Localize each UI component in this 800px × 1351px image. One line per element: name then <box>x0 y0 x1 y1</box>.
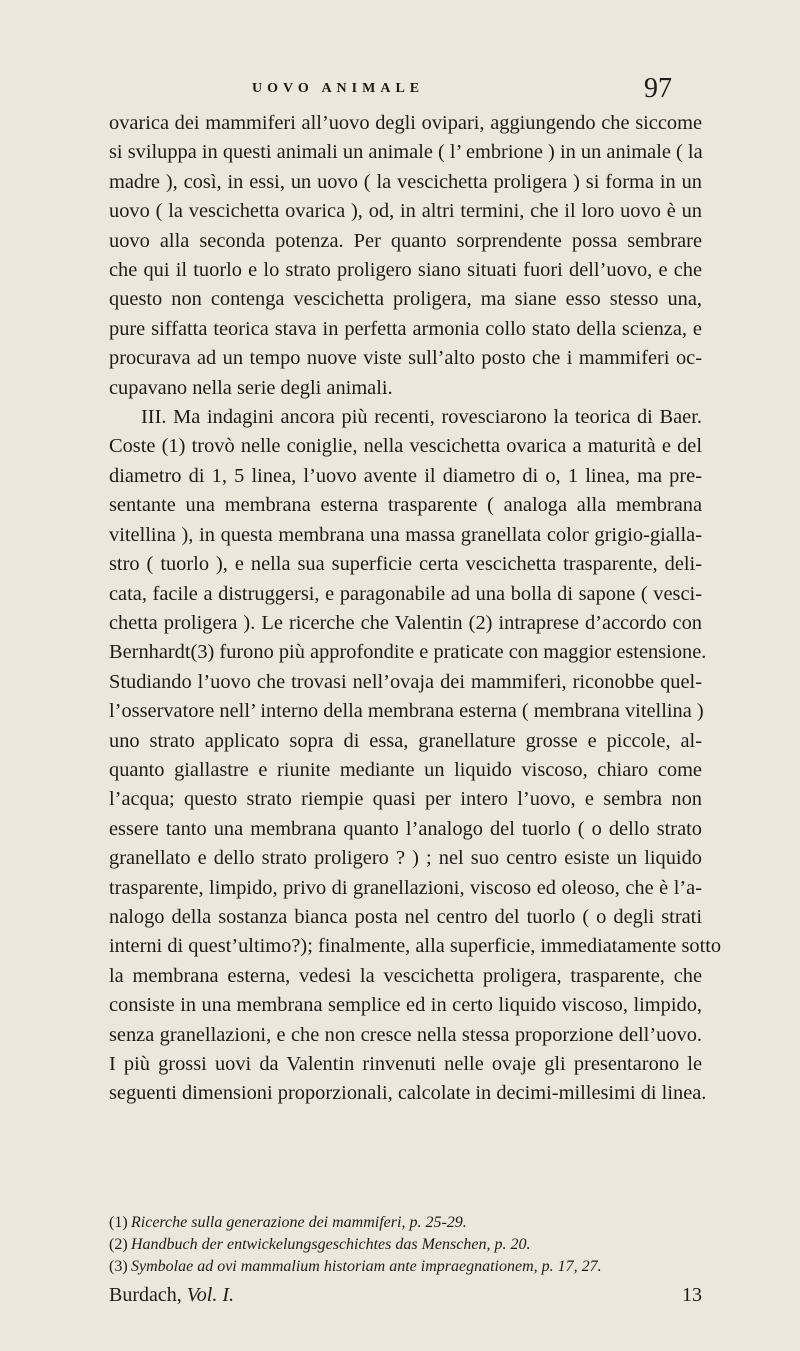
text-line: granellato e dello strato proligero ? ) ; nel suo centro esiste un liquido <box>109 847 702 870</box>
footer-volume: Vol. I. <box>186 1284 234 1306</box>
text-line: sentante una membrana esterna trasparente ( analoga alla membrana <box>109 494 702 517</box>
signature-mark: 13 <box>682 1284 702 1306</box>
page-header <box>252 74 672 104</box>
page-footer <box>109 1284 702 1307</box>
text-line: Coste (1) trovò nelle coniglie, nella vescichetta ovarica a maturità e del <box>109 435 702 458</box>
text-line: seguenti dimensioni proporzionali, calcolate in decimi-millesimi di linea. <box>109 1082 707 1105</box>
text-line: III. Ma indagini ancora più recenti, rovesciarono la teorica di Baer. <box>141 406 702 429</box>
text-line: uno strato applicato sopra di essa, granellature grosse e piccole, al- <box>109 729 702 752</box>
footnote-number: (2) <box>109 1236 128 1253</box>
footnote-text: Symbolae ad ovi mammalium historiam ante impraegnationem, p. 17, 27. <box>131 1258 602 1275</box>
text-line: uovo alla seconda potenza. Per quanto sorprendente possa sembrare <box>109 229 702 252</box>
text-line: procurava ad un tempo nuove viste sull’alto posto che i mammiferi oc- <box>109 347 702 370</box>
text-line: diametro di 1, 5 linea, l’uovo avente il diametro di o, 1 linea, ma pre- <box>109 464 702 487</box>
footnote <box>109 1212 702 1234</box>
text-line: Bernhardt(3) furono più approfondite e praticate con maggior estensione. <box>109 641 707 664</box>
text-line: ovarica dei mammiferi all’uovo degli ovipari, aggiungendo che siccome <box>109 112 702 134</box>
footer-author-volume <box>109 1284 234 1307</box>
text-line: uovo ( la vescichetta ovarica ), od, in altri termini, che il loro uovo è un <box>109 200 702 223</box>
text-line: essere tanto una membrana quanto l’analogo del tuorlo ( o dello strato <box>109 817 702 840</box>
footnote-number: (1) <box>109 1214 128 1231</box>
text-line: l’acqua; questo strato riempie quasi per intero l’uovo, e sembra non <box>109 788 702 811</box>
footnotes <box>109 1212 702 1278</box>
text-line: Studiando l’uovo che trovasi nell’ovaja dei mammiferi, riconobbe quel- <box>109 670 702 693</box>
text-line: che qui il tuorlo e lo strato proligero siano situati fuori dell’uovo, e che <box>109 259 702 282</box>
body-text <box>109 109 722 1109</box>
text-line: si sviluppa in questi animali un animale ( l’ embrione ) in un animale ( la <box>109 141 703 164</box>
text-line: nalogo della sostanza bianca posta nel centro del tuorlo ( o degli strati <box>109 905 702 928</box>
footnote-text: Ricerche sulla generazione dei mammiferi, p. 25-29. <box>131 1214 467 1231</box>
running-title: UOVO ANIMALE <box>252 81 425 96</box>
footnote <box>109 1256 702 1278</box>
text-line: vitellina ), in questa membrana una massa granellata color grigio-gialla- <box>109 523 702 546</box>
text-line: cata, facile a distruggersi, e paragonabile ad una bolla di sapone ( vesci- <box>109 582 702 605</box>
text-line: I più grossi uovi da Valentin rinvenuti nelle ovaje gli presentarono le <box>109 1053 702 1075</box>
text-line: l’osservatore nell’ interno della membrana esterna ( membrana vitellina ) <box>109 700 704 723</box>
footnote <box>109 1234 702 1256</box>
footnote-text: Handbuch der entwickelungsgeschichtes das Menschen, p. 20. <box>131 1236 531 1253</box>
text-line: senza granellazioni, e che non cresce nella stessa proporzione dell’uovo. <box>109 1023 702 1046</box>
text-line: questo non contenga vescichetta proligera, ma siane esso stesso una, <box>109 288 702 311</box>
footer-author: Burdach, <box>109 1284 182 1306</box>
text-line: stro ( tuorlo ), e nella sua superficie certa vescichetta trasparente, deli- <box>109 553 702 576</box>
text-line: madre ), così, in essi, un uovo ( la vescichetta proligera ) si forma in un <box>109 170 702 193</box>
text-line: la membrana esterna, vedesi la vescichetta proligera, trasparente, che <box>109 964 702 987</box>
text-line: consiste in una membrana semplice ed in certo liquido viscoso, limpido, <box>109 994 702 1017</box>
footnote-number: (3) <box>109 1258 128 1275</box>
text-line: interni di quest’ultimo?); finalmente, alla superficie, immediatamente sotto <box>109 935 722 958</box>
text-line: quanto giallastre e riunite mediante un liquido viscoso, chiaro come <box>109 758 702 781</box>
page-number: 97 <box>644 73 672 104</box>
text-line: chetta proligera ). Le ricerche che Valentin (2) intraprese d’accordo con <box>109 611 702 634</box>
text-line: pure siffatta teorica stava in perfetta armonia collo stato della scienza, e <box>109 317 702 340</box>
text-line: trasparente, limpido, privo di granellazioni, viscoso ed oleoso, che è l’a- <box>109 876 702 899</box>
text-line: cupavano nella serie degli animali. <box>109 376 393 399</box>
